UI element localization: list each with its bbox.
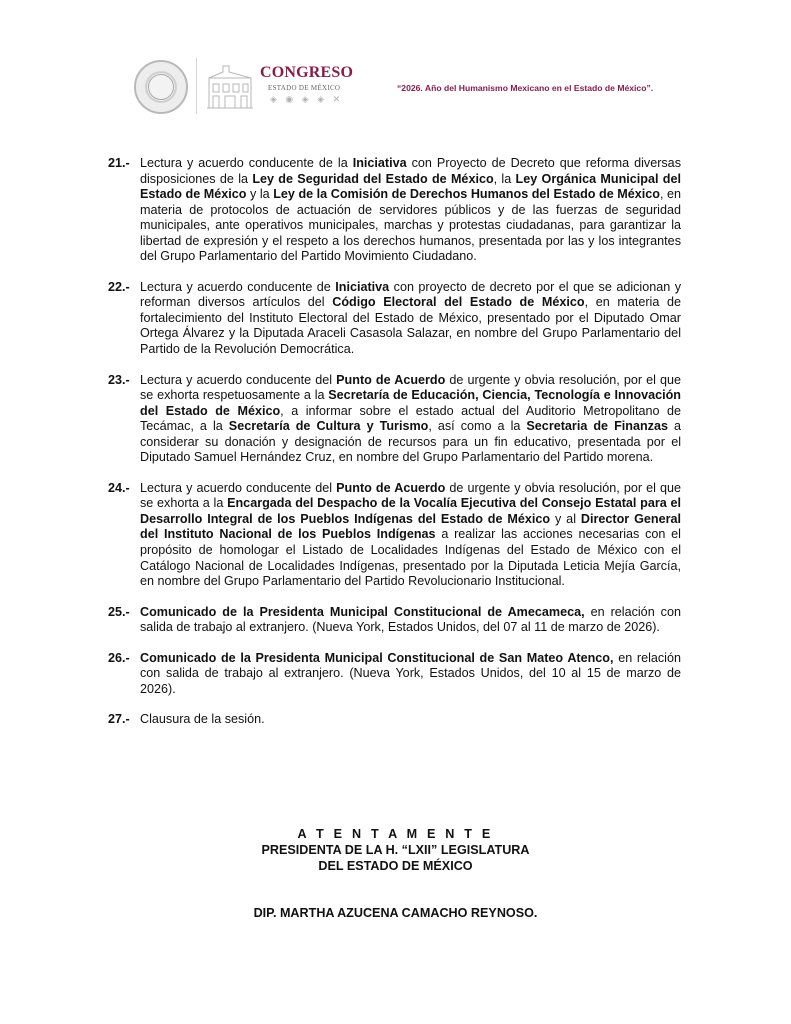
text-segment: Lectura y acuerdo conducente de bbox=[140, 279, 336, 294]
agenda-item-text bbox=[140, 481, 681, 588]
emphasized-text: Punto de Acuerdo bbox=[336, 480, 446, 495]
year-motto: “2026. Año del Humanismo Mexicano en el Estado de México”. bbox=[397, 83, 654, 93]
agenda-item bbox=[110, 280, 681, 358]
agenda-item-number: 25.- bbox=[108, 604, 130, 619]
emphasized-text: Secretaria de Finanzas bbox=[526, 419, 668, 434]
agenda-item-text bbox=[140, 280, 681, 356]
agenda-item bbox=[110, 651, 681, 698]
text-segment: con Proyecto de Decreto que reforma diversas disposiciones de la bbox=[140, 156, 681, 186]
agenda-item bbox=[110, 712, 681, 728]
emphasized-text: Iniciativa bbox=[352, 156, 407, 170]
emphasized-text: Encargada del Despacho de la Vocalía Ejecutiva del Consejo Estatal para el Desarrollo Integral de los Pueblos Indígenas del Estado de México bbox=[140, 496, 682, 526]
text-segment: a considerar su donación y designación de recursos para un fin educativo, presentada por el Diputado Samuel Hernández Cruz, en nombre del Grupo Parlamentario del Partido morena. bbox=[140, 419, 682, 465]
decorative-glyphs-icon: ◈ ◉ ◈ ◈ ✕ bbox=[270, 94, 344, 104]
emphasized-text: Iniciativa bbox=[335, 279, 390, 294]
text-segment: , en materia de protocolos de actuación de servidores públicos y de las fuerzas de seguridad municipales, ante operativos municipales, marchas y protestas ciudadanas, para garantizar la libertad de expresión y el respeto a los derechos humanos, presentada por las y los integrantes del Grupo Parlamentario del Partido Movimiento Ciudadano. bbox=[140, 187, 681, 264]
text-segment: , a informar sobre el estado actual del Auditorio Metropolitano de Tecámac, a la bbox=[140, 403, 681, 434]
text-segment: de urgente y obvia resolución, por el que se exhorta a la bbox=[140, 480, 681, 511]
text-segment: , así como a la bbox=[428, 419, 527, 434]
text-segment: y la bbox=[246, 187, 274, 202]
emphasized-text: Comunicado de la Presidenta Municipal Constitucional de San Mateo Atenco, bbox=[140, 650, 614, 665]
emphasized-text: Comunicado de la Presidenta Municipal Constitucional de Amecameca, bbox=[140, 604, 585, 619]
agenda-item bbox=[110, 481, 681, 590]
emphasized-text: Secretaría de Educación, Ciencia, Tecnología e Innovación del Estado de México bbox=[140, 388, 682, 418]
text-segment: Lectura y acuerdo conducente del bbox=[140, 480, 337, 495]
agenda-item bbox=[110, 373, 681, 466]
agenda-item-number: 23.- bbox=[108, 372, 130, 387]
text-segment: a realizar las acciones necesarias con el propósito de homologar el Listado de Localidades Indígenas del Estado de México con el Catálogo Nacional de Localidades Indígenas, presentado por la Diputada Leticia Mejía García, en nombre del Grupo Parlamentario del Partido Revolucionario Institucional. bbox=[140, 527, 681, 589]
signatory-name: DIP. MARTHA AZUCENA CAMACHO REYNOSO. bbox=[253, 906, 538, 920]
emphasized-text: Director General del Instituto Nacional de los Pueblos Indígenas bbox=[140, 511, 681, 542]
signature-title-line2: DEL ESTADO DE MÉXICO bbox=[318, 859, 473, 873]
agenda-item-number: 22.- bbox=[108, 279, 130, 294]
text-segment: Lectura y acuerdo conducente de la bbox=[140, 156, 353, 170]
agenda-item-number: 27.- bbox=[108, 712, 130, 727]
emphasized-text: Secretaría de Cultura y Turismo bbox=[228, 419, 429, 434]
emphasized-text: Ley de la Comisión de Derechos Humanos del Estado de México bbox=[273, 187, 660, 202]
seal-eagle-icon bbox=[148, 74, 174, 100]
text-segment: , la bbox=[493, 171, 516, 186]
agenda-item-text bbox=[140, 712, 265, 726]
congress-building-icon bbox=[205, 62, 255, 112]
agenda-item-number: 24.- bbox=[108, 480, 130, 495]
text-segment: en relación con salida de trabajo al extranjero. (Nueva York, Estados Unidos, del 07 al 11 de marzo de 2026). bbox=[140, 604, 681, 635]
header-divider bbox=[196, 58, 197, 114]
emphasized-text: Ley Orgánica Municipal del Estado de México bbox=[140, 171, 681, 202]
congreso-logo-subtitle: ESTADO DE MÉXICO bbox=[268, 84, 341, 92]
document-header bbox=[0, 0, 791, 130]
text-segment: y al bbox=[550, 511, 581, 526]
congreso-logo-title: CONGRESO bbox=[260, 64, 354, 81]
agenda-list bbox=[110, 156, 681, 728]
agenda-item-text bbox=[140, 651, 681, 696]
signature-title-line1: PRESIDENTA DE LA H. “LXII” LEGISLATURA bbox=[261, 843, 530, 857]
text-segment: de urgente y obvia resolución, por el que se exhorta respetuosamente a la bbox=[140, 372, 681, 403]
signature-closing: A T E N T A M E N T E bbox=[297, 827, 494, 841]
agenda-item-text bbox=[140, 373, 681, 465]
agenda-item-text bbox=[140, 156, 681, 263]
state-seal-icon bbox=[134, 60, 188, 114]
text-segment: Clausura de la sesión. bbox=[140, 712, 265, 727]
agenda-item-number: 26.- bbox=[108, 650, 130, 665]
agenda-item-text bbox=[140, 605, 681, 635]
emphasized-text: Ley de Seguridad del Estado de México bbox=[252, 171, 494, 186]
emphasized-text: Punto de Acuerdo bbox=[336, 372, 446, 387]
emphasized-text: Código Electoral del Estado de México bbox=[332, 295, 585, 310]
text-segment: con proyecto de decreto por el que se adicionan y reforman diversos artículos del bbox=[140, 279, 681, 310]
agenda-item bbox=[110, 605, 681, 636]
text-segment: , en materia de fortalecimiento del Instituto Electoral del Estado de México, presentado por el Diputado Omar Ortega Álvarez y la Diputada Araceli Casasola Salazar, en nombre del Grupo Parlamentario del Partido de la Revolución Democrática. bbox=[140, 295, 681, 357]
text-segment: en relación con salida de trabajo al extranjero. (Nueva York, Estados Unidos, del 10 al 15 de marzo de 2026). bbox=[140, 650, 681, 696]
text-segment: Lectura y acuerdo conducente del bbox=[140, 372, 337, 387]
agenda-item-number: 21.- bbox=[108, 156, 130, 170]
agenda-item bbox=[110, 156, 681, 265]
